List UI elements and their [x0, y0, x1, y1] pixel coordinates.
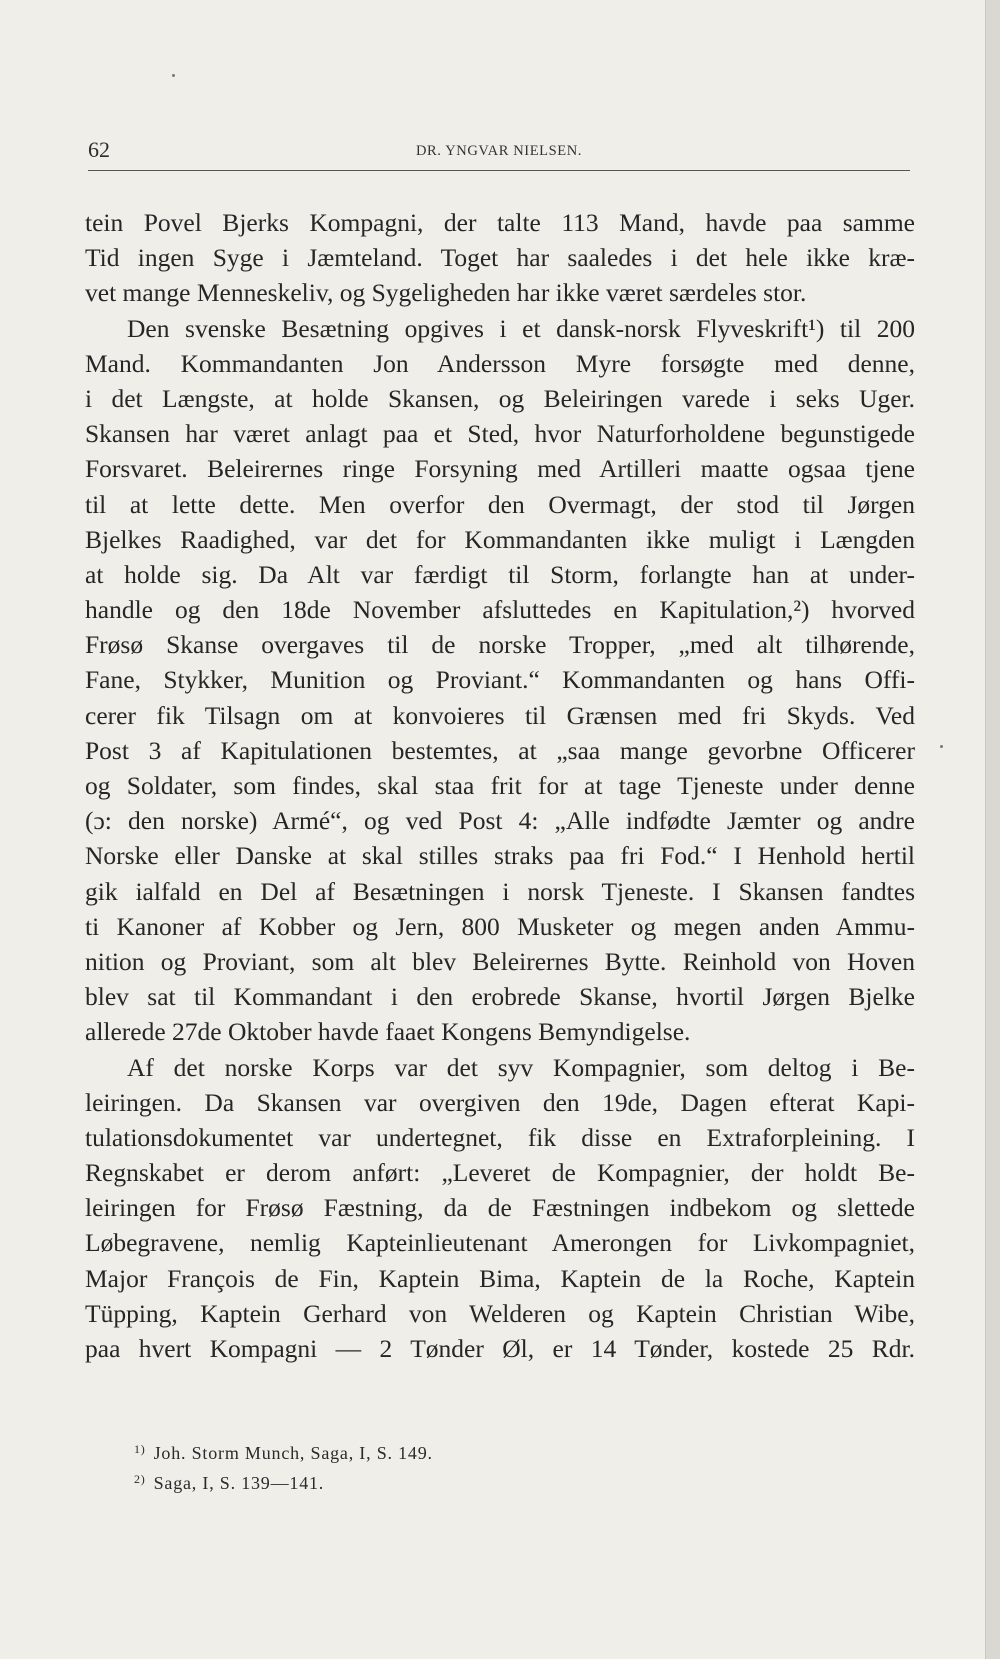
- footnotes: [134, 1436, 634, 1496]
- text-line: allerede 27de Oktober havde faaet Kongens Bemyndigelse.: [85, 1017, 691, 1047]
- text-line: og Soldater, som findes, skal staa frit for at tage Tjeneste under denne: [85, 771, 915, 800]
- footnote-text: Joh. Storm Munch, Saga, I, S. 149.: [153, 1443, 433, 1463]
- text-line: i det Længste, at holde Skansen, og Beleiringen varede i seks Uger.: [85, 383, 915, 413]
- page-edge: [985, 0, 1000, 1659]
- text-line: Major François de Fin, Kaptein Bima, Kaptein de la Roche, Kaptein: [85, 1263, 915, 1293]
- text-line: Af det norske Korps var det syv Kompagnier, som deltog i Be-: [127, 1052, 915, 1082]
- text-line: Løbegravene, nemlig Kapteinlieutenant Amerongen for Livkompagniet,: [85, 1228, 915, 1258]
- text-line: Bjelkes Raadighed, var det for Kommandanten ikke muligt i Længden: [85, 524, 915, 554]
- paper-speck: [940, 745, 943, 748]
- text-line: Den svenske Besætning opgives i et dansk-norsk Flyveskrift¹) til 200: [127, 313, 915, 343]
- text-line: leiringen for Frøsø Fæstning, da de Fæstningen indbekom og slettede: [85, 1193, 915, 1223]
- footnote: [134, 1436, 634, 1466]
- paper-speck: [172, 74, 175, 77]
- text-line: Forsvaret. Beleirernes ringe Forsyning med Artilleri maatte ogsaa tjene: [85, 454, 915, 484]
- text-line: nition og Proviant, som alt blev Beleirernes Bytte. Reinhold von Hoven: [85, 946, 915, 976]
- footnote: [134, 1466, 634, 1496]
- text-line: Tid ingen Syge i Jæmteland. Toget har saaledes i det hele ikke kræ-: [85, 243, 915, 273]
- page-number: 62: [88, 137, 110, 162]
- text-line: Regnskabet er derom anført: „Leveret de Kompagnier, der holdt Be-: [85, 1158, 915, 1188]
- text-line: Post 3 af Kapitulationen bestemtes, at „saa mange gevorbne Officerer: [85, 735, 915, 765]
- footnote-marker: 1): [134, 1442, 146, 1456]
- text-line: Norske eller Danske at skal stilles straks paa fri Fod.“ I Henhold hertil: [85, 841, 915, 871]
- text-line: cerer fik Tilsagn om at konvoieres til Grænsen med fri Skyds. Ved: [85, 700, 915, 730]
- text-line: Fane, Stykker, Munition og Proviant.“ Kommandanten og hans Offi-: [85, 665, 915, 695]
- text-line: (ɔ: den norske) Armé“, og ved Post 4: „Alle indfødte Jæmter og andre: [85, 806, 915, 836]
- text-line: gik ialfald en Del af Besætningen i norsk Tjeneste. I Skansen fandtes: [85, 876, 915, 906]
- text-line: at holde sig. Da Alt var færdigt til Storm, forlangte han at under-: [85, 559, 915, 589]
- body-text: [85, 205, 915, 1366]
- text-line: blev sat til Kommandant i den erobrede Skanse, hvortil Jørgen Bjelke: [85, 982, 915, 1012]
- footnote-marker: 2): [134, 1472, 146, 1486]
- footnote-text: Saga, I, S. 139—141.: [153, 1473, 325, 1493]
- text-line: handle og den 18de November afsluttedes en Kapitulation,²) hvorved: [85, 595, 915, 625]
- page-header: [88, 136, 910, 171]
- text-line: Tüpping, Kaptein Gerhard von Welderen og Kaptein Christian Wibe,: [85, 1298, 915, 1328]
- text-line: til at lette dette. Men overfor den Overmagt, der stod til Jørgen: [85, 489, 915, 519]
- text-line: vet mange Menneskeliv, og Sygeligheden har ikke været særdeles stor.: [85, 278, 807, 308]
- text-line: tulationsdokumentet var undertegnet, fik disse en Extraforpleining. I: [85, 1122, 915, 1152]
- text-line: Frøsø Skanse overgaves til de norske Tropper, „med alt tilhørende,: [85, 630, 915, 660]
- text-line: Mand. Kommandanten Jon Andersson Myre forsøgte med denne,: [85, 348, 915, 378]
- text-line: ti Kanoner af Kobber og Jern, 800 Musketer og megen anden Ammu-: [85, 911, 915, 941]
- text-line: paa hvert Kompagni — 2 Tønder Øl, er 14 Tønder, kostede 25 Rdr.: [85, 1334, 915, 1363]
- text-line: leiringen. Da Skansen var overgiven den 19de, Dagen efterat Kapi-: [85, 1087, 915, 1117]
- text-line: tein Povel Bjerks Kompagni, der talte 113 Mand, havde paa samme: [85, 208, 915, 237]
- text-line: Skansen har været anlagt paa et Sted, hvor Naturforholdene begunstigede: [85, 419, 915, 449]
- running-head: DR. YNGVAR NIELSEN.: [415, 143, 583, 159]
